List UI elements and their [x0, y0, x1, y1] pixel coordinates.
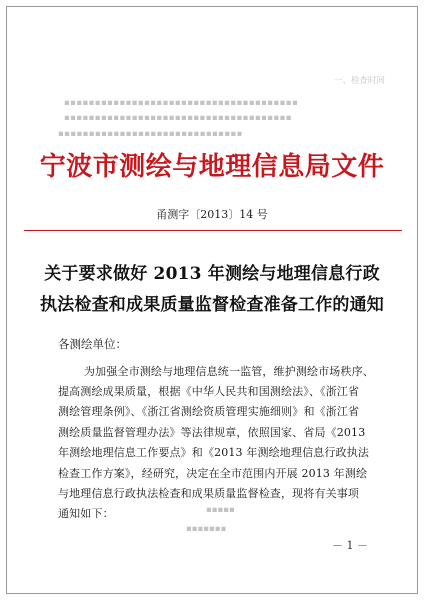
- document-number: 甬测字〔2013〕14 号: [156, 208, 268, 221]
- body-text-line: 测绘管理条例》、《浙江省测绘资质管理实施细则》和《浙江省: [58, 405, 360, 418]
- bleed-through-text: ▪▪▪▪▪▪▪▪▪▪▪▪▪▪▪▪▪▪▪▪▪▪▪▪▪▪▪▪▪▪▪▪▪▪▪▪▪: [64, 113, 292, 123]
- bleed-through-text: 一、检查时间: [334, 76, 386, 86]
- body-text-line: 检查工作方案》，经研究，决定在全市范围内开展 2013 年测绘: [58, 467, 368, 480]
- body-text-line: 测绘质量监督管理办法》等法律规章，依照国家、省局《2013: [58, 426, 366, 439]
- bleed-through-text: ▪▪▪▪▪▪▪: [186, 524, 227, 534]
- bleed-through-text: ▪▪▪▪▪▪▪▪▪▪▪▪▪▪▪▪▪▪▪▪▪▪▪▪▪▪▪▪▪▪: [58, 129, 243, 139]
- page-number: － 1 －: [332, 539, 368, 552]
- body-text-line: 与地理信息行政执法检查和成果质量监督检查，现将有关事项: [58, 487, 360, 500]
- bleed-through-text: ▪▪▪▪▪: [206, 505, 235, 515]
- body-text-line: 年测绘地理信息工作要点》和《2013 年测绘地理信息行政执法: [58, 446, 369, 459]
- body-text-line: 为加强全市测绘与地理信息统一监管，维护测绘市场秩序、: [84, 365, 374, 378]
- bleed-through-text: ▪▪▪▪▪▪▪▪▪▪▪▪▪▪▪▪▪▪▪▪▪▪▪▪▪▪▪▪▪▪▪▪▪▪▪▪▪▪: [64, 98, 299, 108]
- document-title-line-2: 执法检查和成果质量监督检查准备工作的通知: [40, 295, 384, 315]
- red-divider-line: [24, 230, 402, 231]
- organization-title: 宁波市测绘与地理信息局文件: [39, 152, 385, 182]
- salutation: 各测绘单位：: [58, 337, 127, 351]
- body-text-line: 通知如下：: [58, 507, 114, 520]
- document-title-line-1: 关于要求做好 2013 年测绘与地理信息行政: [44, 264, 380, 284]
- body-text-line: 提高测绘成果质量，根据《中华人民共和国测绘法》、《浙江省: [58, 385, 360, 398]
